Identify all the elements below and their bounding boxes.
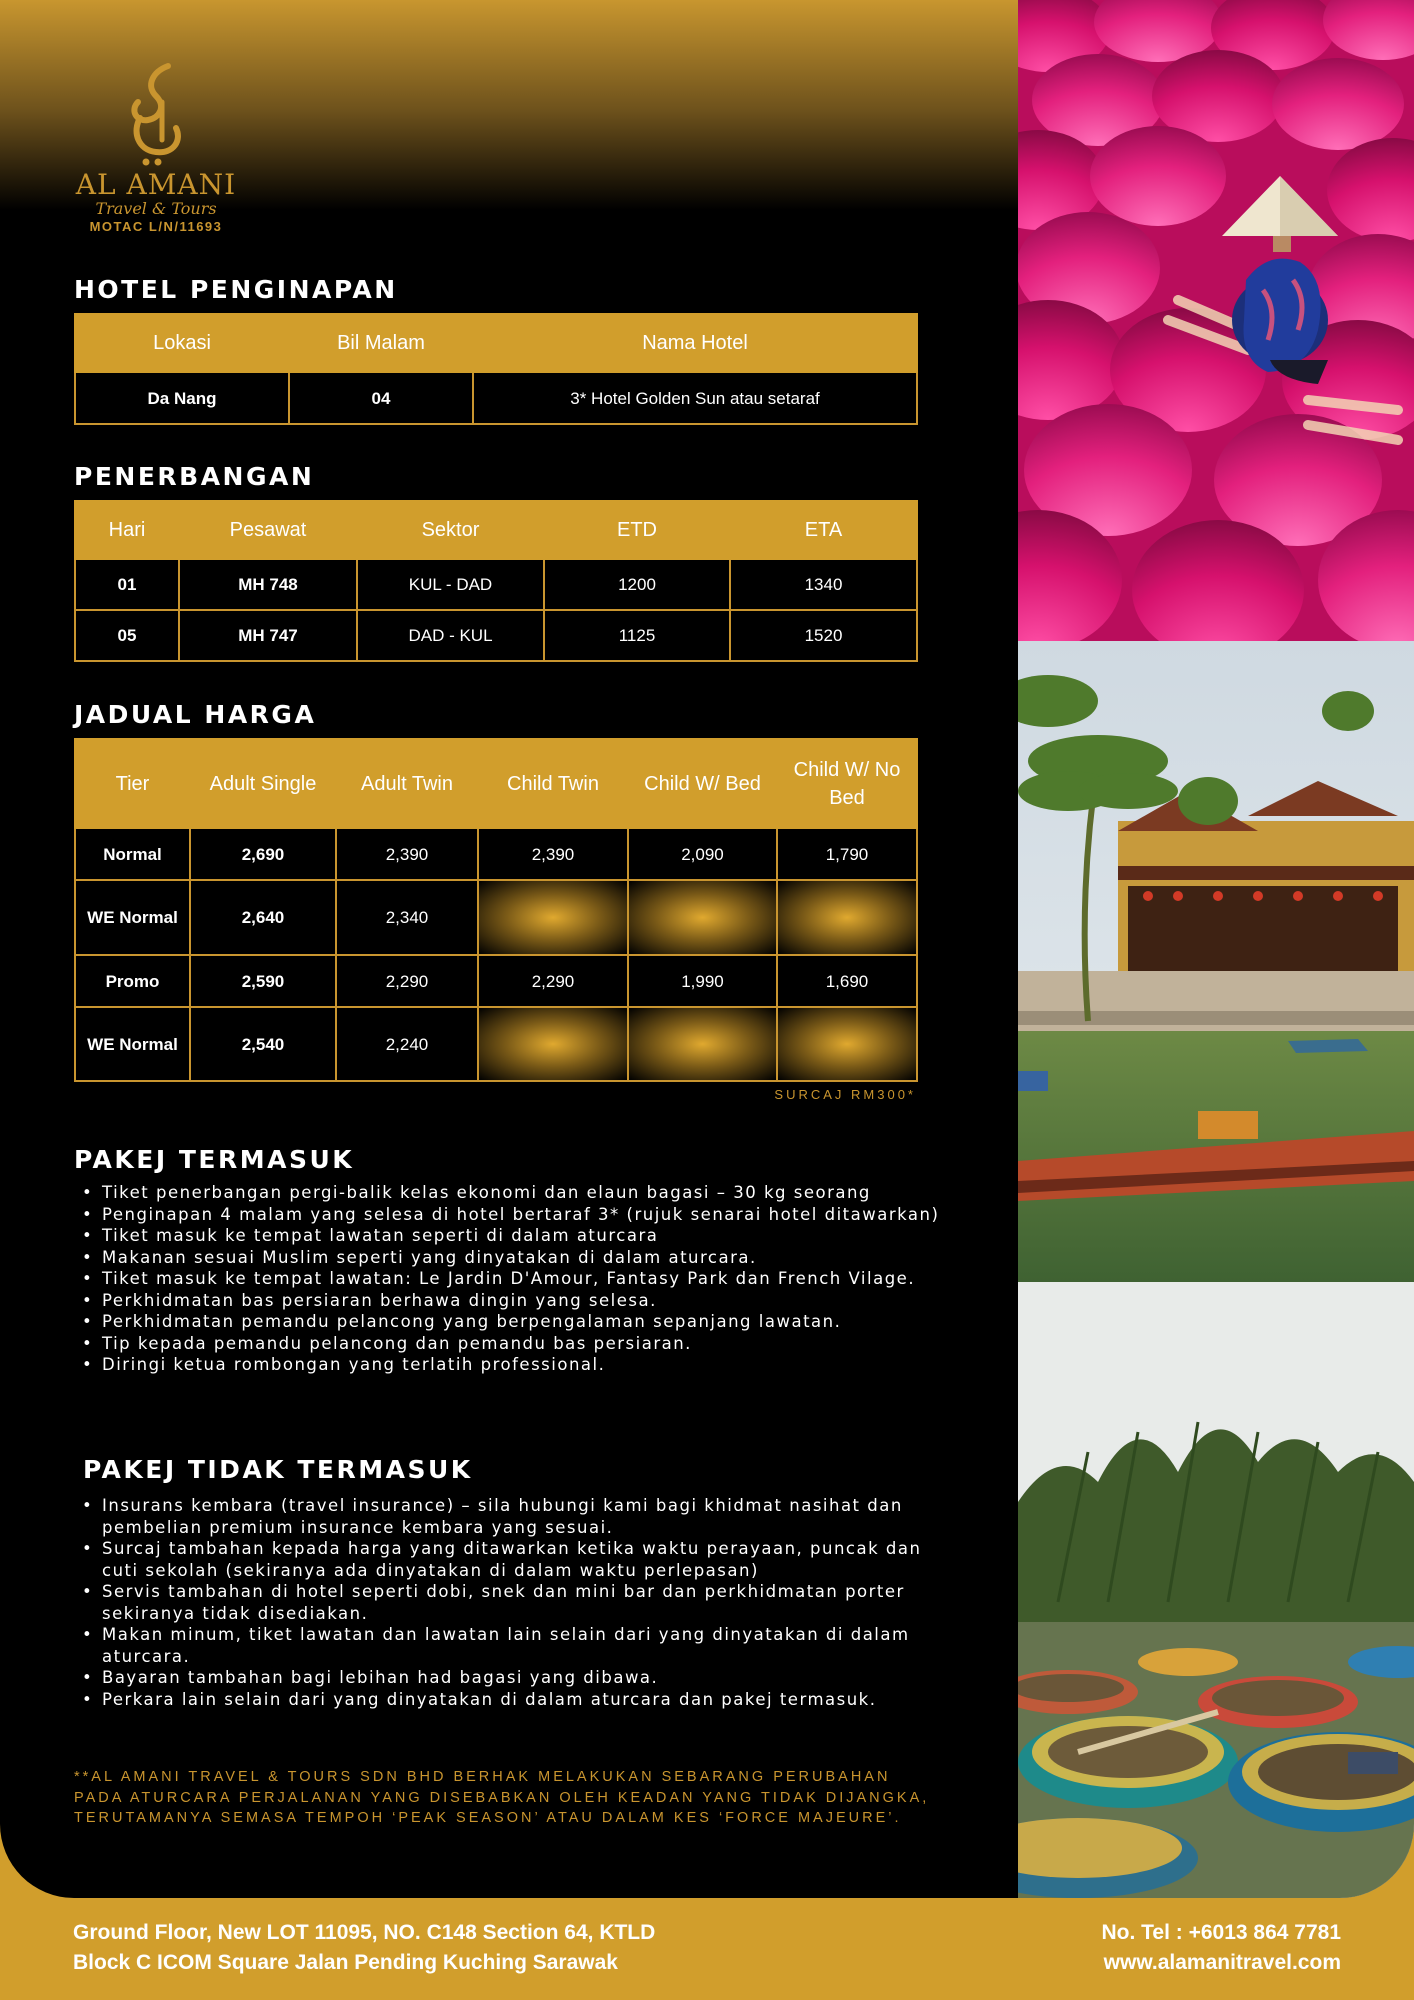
brand-subtitle: Travel & Tours [95,199,217,218]
address-line-2: Block C ICOM Square Jalan Pending Kuching Sarawak [73,1951,618,1974]
table-cell: 1520 [730,610,917,661]
list-item: • Penginapan 4 malam yang selesa di hotel bertaraf 3* (rujuk senarai hotel ditawarkan) [80,1204,940,1226]
list-item: • Tiket masuk ke tempat lawatan: Le Jardin D'Amour, Fantasy Park dan French Vilage. [80,1268,940,1290]
list-item: • Tiket masuk ke tempat lawatan seperti di dalam aturcara [80,1225,940,1247]
footer-contact [1101,1918,1341,1978]
disclaimer: **AL AMANI TRAVEL & TOURS SDN BHD BERHAK MELAKUKAN SEBARANG PERUBAHAN PADA ATURCARA PERJALANAN YANG DISEBABKAN OLEH KEADAN YANG TIDAK DIJANGKA, TERUTAMANYA SEMASA TEMPOH ‘PEAK SEASON’ ATAU DALAM KES ‘FORCE MAJEURE’. [74,1769,930,1826]
table-cell: 05 [75,610,179,661]
included-heading: PAKEJ TERMASUK [74,1145,355,1174]
table-cell: Normal [75,828,190,880]
list-item: • Makan minum, tiket lawatan dan lawatan lain selain dari yang dinyatakan di dalam aturcara. [80,1624,940,1667]
list-item: • Servis tambahan di hotel seperti dobi, snek dan mini bar dan perkhidmatan porter sekiranya tidak disediakan. [80,1581,940,1624]
excluded-heading: PAKEJ TIDAK TERMASUK [83,1455,473,1484]
phone-number: No. Tel : +6013 864 7781 [1101,1921,1341,1944]
table-cell: 2,640 [190,880,336,955]
table-cell: 3* Hotel Golden Sun atau setaraf [473,372,917,424]
table-header-cell: Hari [75,501,179,559]
empty-glow-cell [777,880,917,955]
incense-village-photo [1018,0,1414,641]
hotel-table [74,313,918,425]
table-row [75,610,917,661]
calligraphy-logo-icon [116,62,196,168]
brand-name: AL AMANI [75,168,237,201]
table-header-cell: Lokasi [75,314,289,372]
table-row [75,372,917,424]
table-cell: DAD - KUL [357,610,544,661]
table-cell: 1,790 [777,828,917,880]
table-row [75,559,917,610]
table-header-cell: Sektor [357,501,544,559]
table-cell: WE Normal [75,1007,190,1081]
table-header-cell: Adult Twin [336,739,478,828]
prices-table [74,738,918,1082]
basket-boats-photo [1018,1282,1414,1898]
list-item: • Tiket penerbangan pergi-balik kelas ekonomi dan elaun bagasi – 30 kg seorang [80,1182,940,1204]
table-cell: 2,090 [628,828,777,880]
list-item: • Diringi ketua rombongan yang terlatih professional. [80,1354,940,1376]
hoi-an-river-photo [1018,641,1414,1282]
table-cell: 1,690 [777,955,917,1007]
list-item: • Insurans kembara (travel insurance) – sila hubungi kami bagi khidmat nasihat dan pembelian premium insurance kembara yang sesuai. [80,1495,940,1538]
table-cell: 1125 [544,610,730,661]
license-number: MOTAC L/N/11693 [89,219,223,234]
table-cell: 2,340 [336,880,478,955]
table-row [75,880,917,955]
address-line-1: Ground Floor, New LOT 11095, NO. C148 Section 64, KTLD [73,1921,656,1944]
table-row [75,1007,917,1081]
table-header-cell: Pesawat [179,501,357,559]
flights-table [74,500,918,662]
empty-glow-cell [777,1007,917,1081]
table-header-cell: ETA [730,501,917,559]
table-cell: Promo [75,955,190,1007]
table-cell: 2,540 [190,1007,336,1081]
table-header-cell: Child W/ Bed [628,739,777,828]
list-item: • Makanan sesuai Muslim seperti yang dinyatakan di dalam aturcara. [80,1247,940,1269]
table-cell: MH 747 [179,610,357,661]
empty-glow-cell [628,880,777,955]
hotel-heading: HOTEL PENGINAPAN [74,275,398,304]
table-cell: 2,390 [336,828,478,880]
table-cell: 2,590 [190,955,336,1007]
prices-heading: JADUAL HARGA [74,700,317,729]
table-header-cell: Child Twin [478,739,628,828]
table-cell: 2,290 [336,955,478,1007]
empty-glow-cell [478,1007,628,1081]
table-cell: 2,690 [190,828,336,880]
table-row [75,955,917,1007]
empty-glow-cell [628,1007,777,1081]
table-cell: 1200 [544,559,730,610]
table-header-cell: Nama Hotel [473,314,917,372]
website-link[interactable]: www.alamanitravel.com [1103,1951,1341,1974]
logo [72,62,240,236]
included-list [80,1182,940,1376]
table-cell: Da Nang [75,372,289,424]
table-header-cell: Child W/ No Bed [777,739,917,828]
table-cell: 04 [289,372,473,424]
table-cell: 1340 [730,559,917,610]
table-cell: 01 [75,559,179,610]
table-cell: 2,290 [478,955,628,1007]
incense-village-image [1018,0,1414,641]
basket-boats-image [1018,1282,1414,1898]
list-item: • Perkara lain selain dari yang dinyatakan di dalam aturcara dan pakej termasuk. [80,1689,940,1711]
table-cell: 1,990 [628,955,777,1007]
table-header-cell: Bil Malam [289,314,473,372]
table-cell: WE Normal [75,880,190,955]
list-item: • Bayaran tambahan bagi lebihan had bagasi yang dibawa. [80,1667,940,1689]
table-header-row [75,314,917,372]
list-item: • Surcaj tambahan kepada harga yang ditawarkan ketika waktu perayaan, puncak dan cuti sekolah (sekiranya ada dinyatakan di dalam waktu perlepasan) [80,1538,940,1581]
table-cell: MH 748 [179,559,357,610]
table-cell: KUL - DAD [357,559,544,610]
flights-heading: PENERBANGAN [74,462,315,491]
excluded-list [80,1495,940,1710]
table-header-cell: ETD [544,501,730,559]
table-cell: 2,390 [478,828,628,880]
list-item: • Tip kepada pemandu pelancong dan pemandu bas persiaran. [80,1333,940,1355]
table-row [75,828,917,880]
table-header-cell: Adult Single [190,739,336,828]
photo-column [1018,0,1414,1898]
list-item: • Perkhidmatan pemandu pelancong yang berpengalaman sepanjang lawatan. [80,1311,940,1333]
surcharge-note: SURCAJ RM300* [774,1087,916,1102]
hoi-an-river-image [1018,641,1414,1282]
table-cell: 2,240 [336,1007,478,1081]
list-item: • Perkhidmatan bas persiaran berhawa dingin yang selesa. [80,1290,940,1312]
table-header-row [75,739,917,828]
empty-glow-cell [478,880,628,955]
table-header-cell: Tier [75,739,190,828]
footer-address [73,1918,655,1978]
table-header-row [75,501,917,559]
